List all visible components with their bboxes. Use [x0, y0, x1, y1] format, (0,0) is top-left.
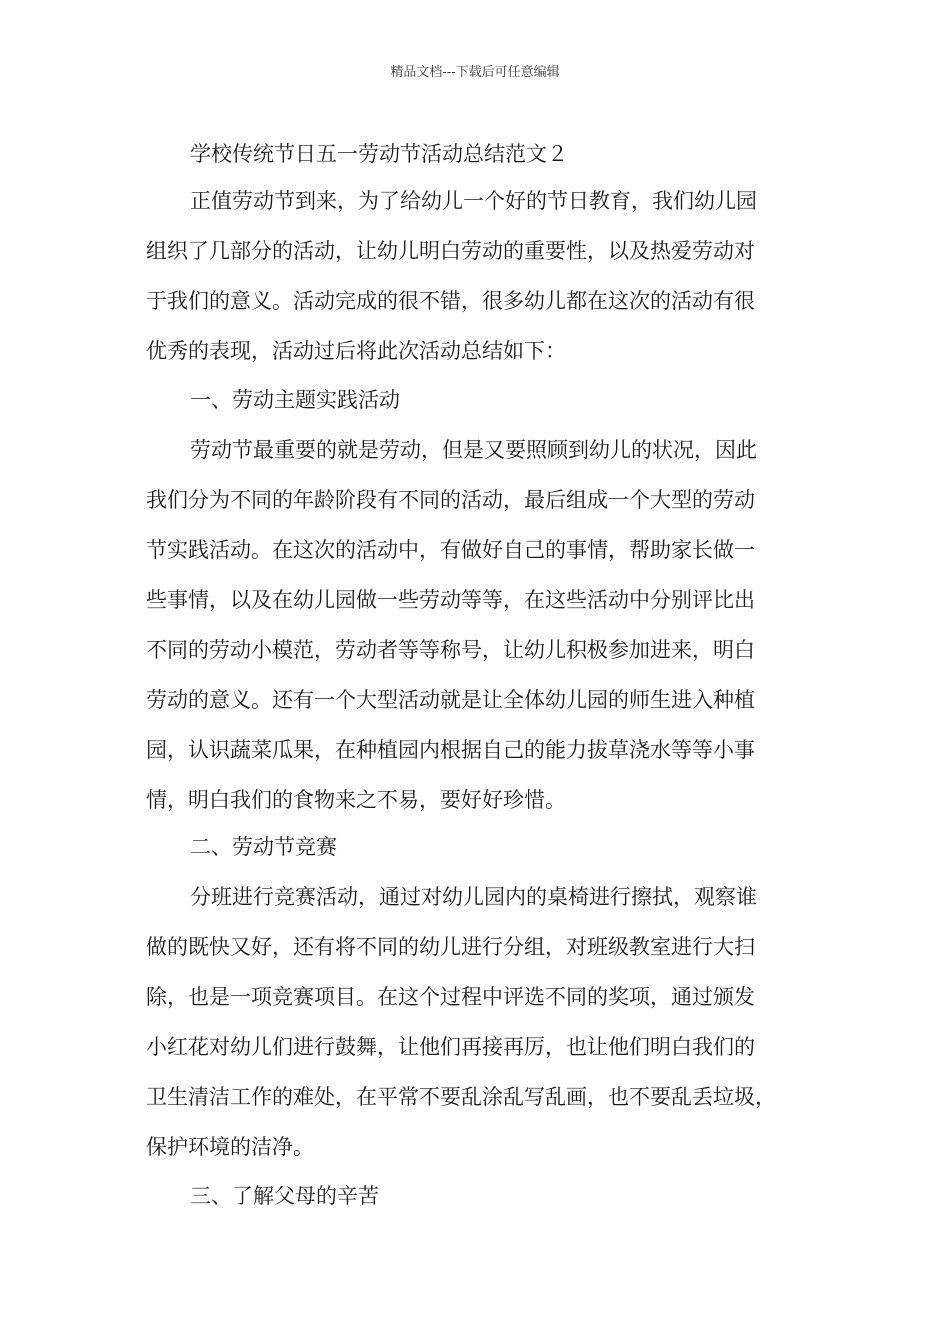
document-title: 学校传统节日五一劳动节活动总结范文２	[190, 142, 568, 166]
paragraph-line: 不同的劳动小模范，劳动者等等称号，让幼儿积极参加进来，明白	[146, 638, 755, 662]
paragraph-line: 于我们的意义。活动完成的很不错，很多幼儿都在这次的活动有很	[146, 289, 755, 313]
page-header: 精品文档---下载后可任意编辑	[390, 65, 560, 80]
section2-paragraph	[146, 882, 826, 1182]
paragraph-line: 劳动节最重要的就是劳动，但是又要照顾到幼儿的状况，因此	[190, 438, 757, 462]
paragraph-line: 卫生清洁工作的难处，在平常不要乱涂乱写乱画，也不要乱丢垃圾，	[146, 1085, 776, 1109]
paragraph-line: 些事情，以及在幼儿园做一些劳动等等，在这些活动中分别评比出	[146, 588, 755, 612]
paragraph-line: 除，也是一项竞赛项目。在这个过程中评选不同的奖项，通过颁发	[146, 985, 755, 1009]
paragraph-line: 优秀的表现，活动过后将此次活动总结如下：	[146, 339, 566, 363]
intro-paragraph	[146, 186, 826, 386]
section-heading-2: 二、劳动节竞赛	[190, 835, 337, 859]
section-heading-1: 一、劳动主题实践活动	[190, 388, 400, 412]
paragraph-line: 保护环境的洁净。	[146, 1135, 314, 1159]
paragraph-line: 组织了几部分的活动，让幼儿明白劳动的重要性，以及热爱劳动对	[146, 239, 755, 263]
paragraph-line: 劳动的意义。还有一个大型活动就是让全体幼儿园的师生进入种植	[146, 688, 755, 712]
paragraph-line: 分班进行竞赛活动，通过对幼儿园内的桌椅进行擦拭，观察谁	[190, 885, 757, 909]
paragraph-line: 情，明白我们的食物来之不易，要好好珍惜。	[146, 788, 566, 812]
paragraph-line: 正值劳动节到来，为了给幼儿一个好的节日教育，我们幼儿园	[190, 189, 757, 213]
paragraph-line: 园，认识蔬菜瓜果，在种植园内根据自己的能力拔草浇水等等小事	[146, 738, 755, 762]
paragraph-line: 做的既快又好，还有将不同的幼儿进行分组，对班级教室进行大扫	[146, 935, 755, 959]
section-heading-3: 三、了解父母的辛苦	[190, 1184, 379, 1208]
section1-paragraph	[146, 435, 826, 835]
paragraph-line: 我们分为不同的年龄阶段有不同的活动，最后组成一个大型的劳动	[146, 488, 755, 512]
paragraph-line: 节实践活动。在这次的活动中，有做好自己的事情，帮助家长做一	[146, 538, 755, 562]
paragraph-line: 小红花对幼儿们进行鼓舞，让他们再接再厉，也让他们明白我们的	[146, 1035, 755, 1059]
